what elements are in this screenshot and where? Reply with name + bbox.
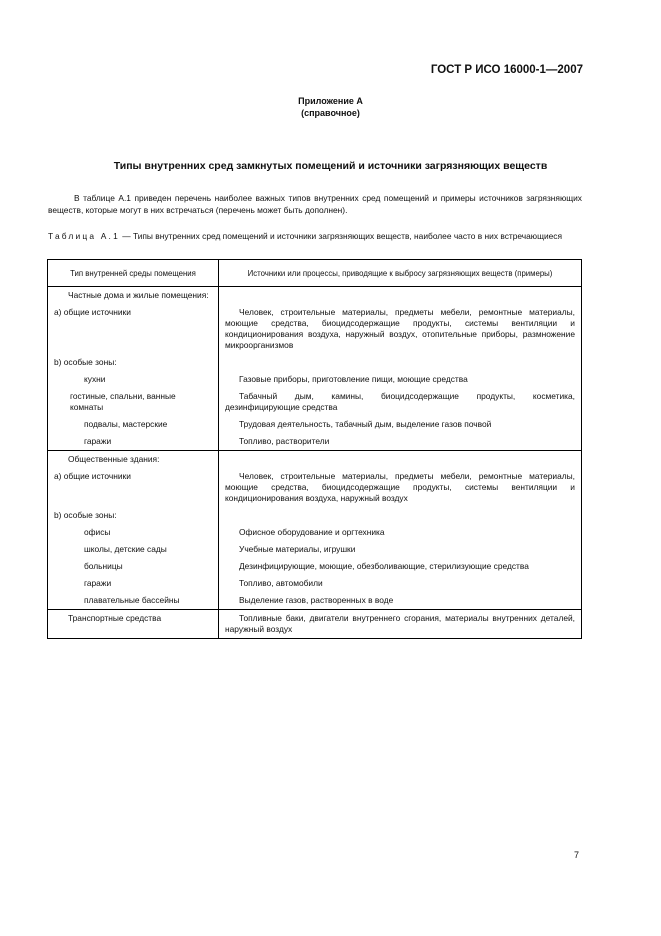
environment-type-text: a) общие источники <box>54 471 131 481</box>
sources-cell <box>219 304 582 354</box>
environment-type-cell <box>48 371 219 388</box>
table-row <box>48 354 582 371</box>
column-header-environment-type: Тип внутренней среды помещения <box>48 260 219 287</box>
sources-text <box>219 287 581 304</box>
table-row <box>48 388 582 416</box>
environment-type-text: школы, детские сады <box>84 544 167 554</box>
table-row <box>48 558 582 575</box>
environment-type-text: больницы <box>84 561 123 571</box>
table-row <box>48 433 582 451</box>
environment-type-text: Общественные здания: <box>68 454 160 464</box>
sources-table <box>47 259 582 639</box>
table-row <box>48 304 582 354</box>
sources-text <box>219 507 581 524</box>
sources-text: Топливные баки, двигатели внутреннего сгорания, материалы внутренних деталей, наружный воздух <box>225 613 575 634</box>
sources-text <box>219 451 581 468</box>
sources-cell <box>219 558 582 575</box>
sources-cell <box>219 451 582 469</box>
sources-text: Топливо, растворители <box>239 436 330 446</box>
environment-type-cell <box>48 433 219 451</box>
sources-text: Газовые приборы, приготовление пищи, моющие средства <box>239 374 468 384</box>
environment-type-cell <box>48 451 219 469</box>
environment-type-cell <box>48 541 219 558</box>
environment-type-cell <box>48 524 219 541</box>
table-header-row <box>48 260 582 287</box>
column-header-sources: Источники или процессы, приводящие к выбросу загрязняющих веществ (примеры) <box>219 260 582 287</box>
sources-cell <box>219 507 582 524</box>
sources-cell <box>219 468 582 507</box>
sources-cell <box>219 371 582 388</box>
page-number: 7 <box>573 850 579 860</box>
table-caption-text: — Типы внутренних сред помещений и источники загрязняющих веществ, наиболее часто в них встречающиеся <box>119 231 563 241</box>
environment-type-text: плавательные бассейны <box>84 595 180 605</box>
environment-type-text: гаражи <box>84 578 112 588</box>
table-row <box>48 416 582 433</box>
sources-text: Трудовая деятельность, табачный дым, выделение газов почвой <box>239 419 492 429</box>
sources-text: Учебные материалы, игрушки <box>239 544 356 554</box>
sources-cell <box>219 610 582 639</box>
sources-cell <box>219 592 582 610</box>
environment-type-cell <box>48 287 219 305</box>
environment-type-text: подвалы, мастерские <box>84 419 168 429</box>
table-row <box>48 468 582 507</box>
environment-type-cell <box>48 558 219 575</box>
table-row <box>48 507 582 524</box>
environment-type-text: b) особые зоны: <box>54 510 117 520</box>
sources-cell <box>219 433 582 451</box>
environment-type-text: Частные дома и жилые помещения: <box>68 290 209 300</box>
environment-type-cell <box>48 592 219 610</box>
environment-type-cell <box>48 468 219 507</box>
sources-cell <box>219 416 582 433</box>
environment-type-text: гаражи <box>84 436 112 446</box>
table-body <box>48 287 582 639</box>
table-row <box>48 371 582 388</box>
annex-title: Приложение А <box>298 96 363 106</box>
sources-cell <box>219 575 582 592</box>
table-row <box>48 575 582 592</box>
sources-cell <box>219 287 582 305</box>
section-title: Типы внутренних сред замкнутых помещений и источники загрязняющих веществ <box>113 160 548 172</box>
document-code: ГОСТ Р ИСО 16000-1—2007 <box>430 64 583 76</box>
environment-type-cell <box>48 388 219 416</box>
sources-cell <box>219 524 582 541</box>
table-row <box>48 610 582 639</box>
environment-type-text: офисы <box>84 527 111 537</box>
annex-subtitle: (справочное) <box>301 108 360 118</box>
sources-text: Дезинфицирующие, моющие, обезболивающие, стерилизующие средства <box>239 561 529 571</box>
intro-paragraph: В таблице А.1 приведен перечень наиболее важных типов внутренних сред помещений и примеры источников загрязняющих веществ, которые могут в них встречаться (перечень может быть дополнен). <box>48 193 582 215</box>
environment-type-text: Транспортные средства <box>68 613 162 623</box>
environment-type-text: b) особые зоны: <box>54 357 117 367</box>
table-row <box>48 451 582 469</box>
environment-type-cell <box>48 507 219 524</box>
sources-text: Офисное оборудование и оргтехника <box>239 527 385 537</box>
sources-text: Топливо, автомобили <box>239 578 323 588</box>
environment-type-text: a) общие источники <box>54 307 131 317</box>
table-row <box>48 541 582 558</box>
sources-cell <box>219 388 582 416</box>
environment-type-cell <box>48 416 219 433</box>
sources-text: Человек, строительные материалы, предметы мебели, ремонтные материалы, моющие средства, биоцидсодержащие продукты, системы вентиляции и кондиционирования воздуха, наружный воздух <box>225 471 575 503</box>
table-caption <box>48 231 582 242</box>
sources-text <box>219 354 581 371</box>
sources-cell <box>219 541 582 558</box>
environment-type-text: кухни <box>84 374 106 384</box>
sources-text: Выделение газов, растворенных в воде <box>239 595 394 605</box>
table-caption-label: Таблица А.1 <box>48 231 120 241</box>
table-row <box>48 524 582 541</box>
table-row <box>48 592 582 610</box>
environment-type-cell <box>48 354 219 371</box>
sources-text: Человек, строительные материалы, предметы мебели, ремонтные материалы, моющие средства, биоцидсодержащие продукты, системы вентиляции и кондиционирования воздуха, наружный воздух, отопительные приборы, размножение микроорганизмов <box>225 307 575 350</box>
table-row <box>48 287 582 305</box>
environment-type-text: гостиные, спальни, ванные комнаты <box>70 391 176 412</box>
environment-type-cell <box>48 575 219 592</box>
sources-text: Табачный дым, камины, биоцидсодержащие продукты, косметика, дезинфицирующие средства <box>225 391 575 412</box>
sources-cell <box>219 354 582 371</box>
environment-type-cell <box>48 610 219 639</box>
environment-type-cell <box>48 304 219 354</box>
